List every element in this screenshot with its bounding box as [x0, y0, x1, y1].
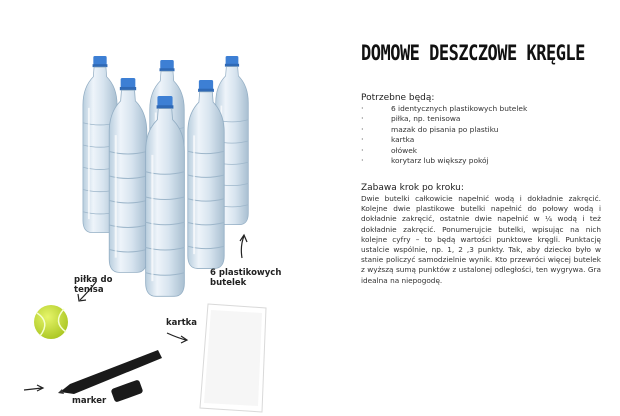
- card-label: kartka: [166, 318, 198, 328]
- list-item: · kartka: [361, 135, 527, 145]
- marker-pen: [58, 350, 162, 403]
- steps-heading: Zabawa krok po kroku:: [361, 183, 464, 193]
- paper-card: [200, 304, 266, 412]
- marker-label: marker: [72, 396, 107, 406]
- needs-heading: Potrzebne będą:: [361, 93, 435, 103]
- list-item: · mazak do pisania po plastiku: [361, 125, 527, 135]
- tennis-ball: [34, 305, 68, 339]
- page-title: DOMOWE DESZCZOWE KRĘGLE: [361, 41, 585, 67]
- needs-list: [361, 104, 527, 166]
- list-item: · korytarz lub większy pokój: [361, 156, 527, 166]
- list-item: · piłka, np. tenisowa: [361, 114, 527, 124]
- card-arrow: [167, 333, 186, 340]
- bottles-label: 6 plastikowych butelek: [210, 268, 282, 288]
- list-item: · 6 identycznych plastikowych butelek: [361, 104, 527, 114]
- list-item: · ołówek: [361, 146, 527, 156]
- text-column: [361, 40, 601, 285]
- ball-label: piłka do tenisa: [74, 275, 113, 295]
- steps-text: Dwie butelki całkowicie napełnić wodą i dokładnie zakręcić. Kolejne dwie plastikowe butelki napełnić do połowy wodą i dokładnie zakręcić, ostatnie dwie napełnić w ¼ wodą i też dokładnie zakręcić. Ponumerujcie butelki, wpisując na nich kolejne cyfry – to będą wartości punktowe kręgli. Punktację ustalcie wspólnie, np. 1, 2 ,3 punkty. Tak, aby dziecko było w stanie policzyć samodzielnie wynik. Kto przewróci więcej butelek z wyższą sumą punktów z ustalonej odległości, ten wygrywa. Gra idealna na niepogodę.: [361, 194, 601, 285]
